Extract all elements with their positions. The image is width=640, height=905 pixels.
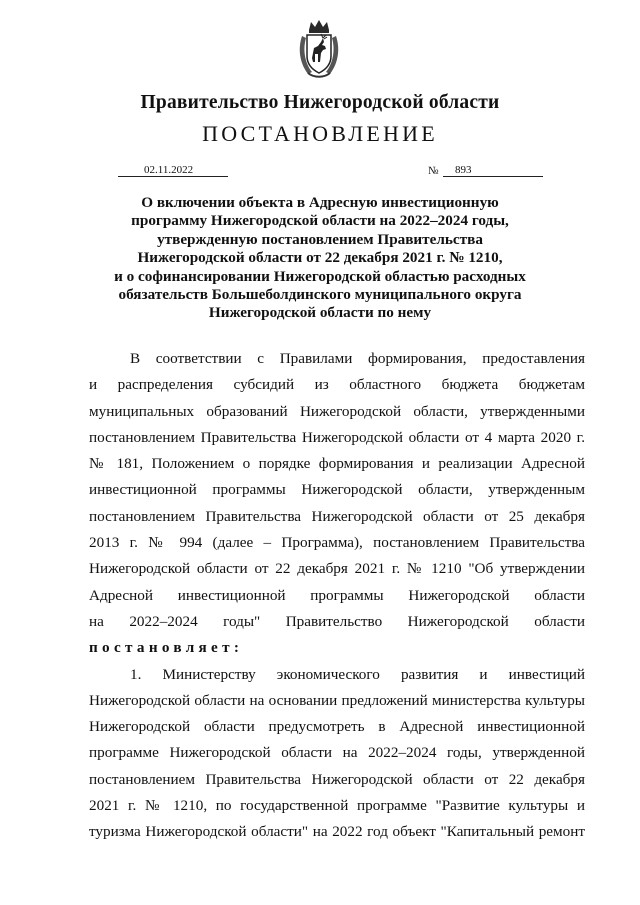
coat-of-arms-emblem bbox=[296, 18, 342, 80]
subject-line: О включении объекта в Адресную инвестиционную bbox=[141, 194, 499, 211]
subject-line: программу Нижегородской области на 2022–2024 годы, bbox=[131, 212, 509, 230]
body-line: программе Нижегородской области на 2022–2024 годы, утвержденной bbox=[89, 744, 585, 762]
body-line: Нижегородской области на основании предложений министерства культуры bbox=[89, 691, 585, 709]
body-line: В соответствии с Правилами формирования, предоставления bbox=[130, 350, 585, 367]
subject-line: Нижегородской области от 22 декабря 2021 г. № 1210, bbox=[137, 249, 503, 267]
number-sign: № bbox=[428, 165, 439, 177]
body-line: Нижегородской области предусмотреть в Адресной инвестиционной bbox=[89, 718, 585, 736]
subject-line: утвержденную постановлением Правительства bbox=[157, 230, 483, 248]
body-line: 1. Министерству экономического развития и инвестиций bbox=[130, 665, 585, 683]
subject-line: и о софинансировании Нижегородской областью расходных bbox=[114, 267, 526, 285]
body-line: постановлением Правительства Нижегородской области от 25 декабря bbox=[89, 507, 585, 525]
body-line: Нижегородской области от 22 декабря 2021 г. № 1210 "Об утверждении bbox=[89, 560, 585, 578]
document-type: ПОСТАНОВЛЕНИЕ bbox=[202, 121, 438, 146]
document-subject bbox=[100, 194, 540, 323]
body-line: постановлением Правительства Нижегородской области от 22 декабря bbox=[89, 770, 585, 788]
body-line: 2013 г. № 994 (далее – Программа), постановлением Правительства bbox=[89, 534, 585, 552]
document-body bbox=[89, 346, 585, 846]
document-date: 02.11.2022 bbox=[118, 163, 228, 177]
body-line: муниципальных образований Нижегородской области, утвержденными bbox=[89, 402, 585, 420]
body-line: № 181, Положением о порядке формирования и реализации Адресной bbox=[89, 455, 585, 473]
body-line: и распределения субсидий из областного бюджета бюджетам bbox=[89, 376, 585, 394]
body-line: туризма Нижегородской области" на 2022 год объект "Капитальный ремонт bbox=[89, 823, 585, 841]
body-line: постановлением Правительства Нижегородской области от 4 марта 2020 г. bbox=[89, 428, 585, 446]
subject-line: Нижегородской области по нему bbox=[208, 304, 432, 322]
subject-line: обязательств Большеболдинского муниципального округа bbox=[118, 286, 522, 304]
government-title: Правительство Нижегородской области bbox=[140, 92, 500, 113]
resolution-word bbox=[89, 635, 585, 661]
document-number: 893 bbox=[443, 163, 543, 177]
body-line: на 2022–2024 годы" Правительство Нижегородской области bbox=[89, 612, 585, 630]
body-line: Адресной инвестиционной программы Нижегородской области bbox=[89, 586, 585, 604]
body-line: 2021 г. № 1210, по государственной программе "Развитие культуры и bbox=[89, 797, 585, 815]
body-line: инвестиционной программы Нижегородской области, утвержденным bbox=[89, 481, 585, 499]
resolves-keyword: постановляет: bbox=[89, 639, 244, 657]
